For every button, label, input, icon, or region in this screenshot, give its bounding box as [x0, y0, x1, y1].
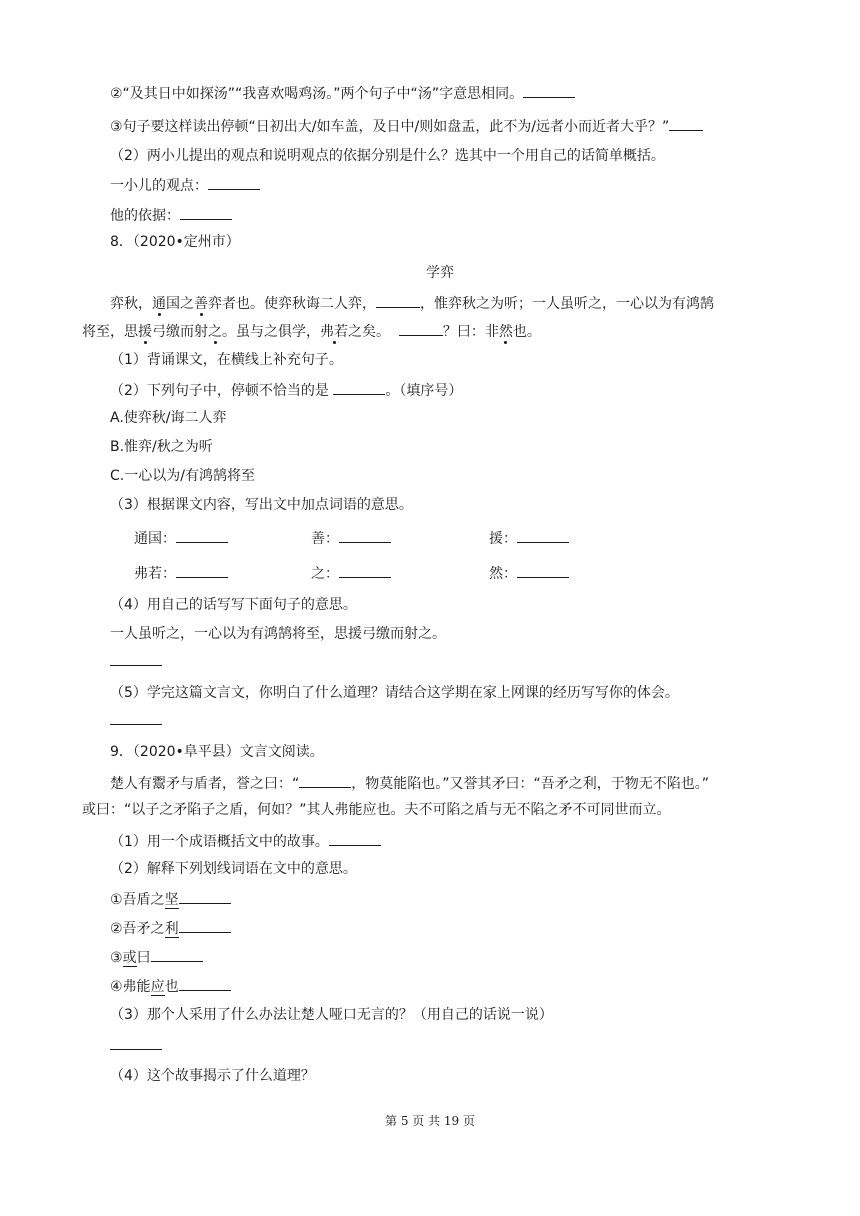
answer-blank[interactable] [179, 975, 231, 991]
q7-item-2: ②“及其日中如探汤”“我喜欢喝鸡汤。”两个句子中“汤”字意思相同。 [110, 82, 575, 104]
answer-blank[interactable] [517, 527, 569, 543]
q9-sub-1: （1）用一个成语概括文中的故事。 [110, 830, 381, 852]
q8-word-tongguo: 通国： [134, 527, 228, 549]
dotted-word: 之 [208, 324, 222, 340]
dotted-word: 善 [194, 296, 208, 312]
answer-blank[interactable] [151, 946, 203, 962]
q9-sub-2: （2）解释下列划线词语在文中的意思。 [110, 861, 357, 877]
answer-blank[interactable] [179, 888, 231, 904]
dotted-word: 然 [498, 324, 513, 340]
answer-blank[interactable] [180, 204, 232, 220]
q9-passage-line-2: 或曰：“以子之矛陷子之盾，何如？”其人弗能应也。夫不可陷之盾与无不陷之矛不可同世而立。 [82, 802, 671, 818]
q8-option-c: C.一心以为/有鸿鹄将至 [110, 468, 255, 484]
q8-sub-4: （4）用自己的话写写下面句子的意思。 [110, 597, 357, 613]
q8-sub-1: （1）背诵课文，在横线上补充句子。 [110, 352, 343, 368]
q9-sub-3-answer [110, 1034, 162, 1056]
q8-title: 学弈 [426, 265, 454, 281]
q7-sub-2: （2）两小儿提出的观点和说明观点的依据分别是什么？选其中一个用自己的话简单概括。 [110, 148, 665, 164]
dotted-word: 弗若 [320, 324, 348, 340]
dotted-word: 通 [152, 296, 166, 312]
answer-blank[interactable] [208, 174, 260, 190]
q8-option-a: A.使弈秋/诲二人弈 [110, 410, 227, 426]
q8-sub-2: （2）下列句子中，停顿不恰当的是 。（填序号） [110, 379, 462, 401]
q7-viewpoint-line: 一小儿的观点： [110, 174, 260, 196]
page-footer: 第 5 页 共 19 页 [385, 1114, 475, 1128]
dotted-word: 援 [138, 324, 152, 340]
q8-sub-4-answer [110, 650, 162, 672]
q8-word-shan: 善： [311, 527, 391, 549]
answer-blank[interactable] [333, 379, 385, 395]
answer-blank[interactable] [339, 527, 391, 543]
q9-item-2: ②吾矛之利 [110, 917, 231, 939]
q8-sub-5: （5）学完这篇文言文，你明白了什么道理？请结合这学期在家上网课的经历写写你的体会。 [110, 685, 679, 701]
answer-blank[interactable] [523, 82, 575, 98]
q8-word-ran: 然： [489, 562, 569, 584]
underlined-word: 利 [164, 921, 179, 937]
q8-passage-line-2: 将至，思援弓缴而射之。虽与之俱学，弗若之矣。 ？曰：非然也。 [82, 320, 541, 342]
q8-option-b: B.惟弈/秋之为听 [110, 439, 213, 455]
answer-blank[interactable] [669, 115, 703, 131]
q9-item-4: ④弗能应也 [110, 975, 231, 997]
q9-item-1: ①吾盾之坚 [110, 888, 231, 910]
underlined-word: 坚 [164, 892, 179, 908]
q8-sub-4-sentence: 一人虽听之，一心以为有鸿鹄将至，思援弓缴而射之。 [110, 626, 446, 642]
q8-header: 8．（2020•定州市） [110, 234, 240, 250]
answer-blank[interactable] [179, 917, 231, 933]
answer-blank[interactable] [110, 709, 162, 725]
q9-sub-4: （4）这个故事揭示了什么道理？ [110, 1068, 315, 1084]
q9-item-3: ③或曰 [110, 946, 203, 968]
q8-word-furuo: 弗若： [134, 562, 228, 584]
q9-passage-line-1: 楚人有鬻矛与盾者，誉之曰：“ ，物莫能陷也。”又誉其矛曰：“吾矛之利，于物无不陷也。” [110, 772, 709, 794]
underlined-word: 或 [122, 950, 137, 966]
q8-word-yuan: 援： [489, 527, 569, 549]
answer-blank[interactable] [399, 320, 443, 336]
q8-sub-5-answer [110, 709, 162, 731]
answer-blank[interactable] [517, 562, 569, 578]
q7-item-3: ③句子要这样读出停顿“日初出大/如车盖，及日中/则如盘盂，此不为/远者小而近者大乎？” [110, 115, 703, 137]
answer-blank[interactable] [299, 772, 351, 788]
q9-sub-3: （3）那个人采用了什么办法让楚人哑口无言的？（用自己的话说一说） [110, 1007, 553, 1023]
q7-basis-line: 他的依据： [110, 204, 232, 226]
answer-blank[interactable] [176, 527, 228, 543]
q8-passage-line-1: 弈秋，通国之善弈者也。使弈秋诲二人弈， ，惟弈秋之为听；一人虽听之，一心以为有鸿鹄 [110, 292, 714, 314]
q8-word-zhi: 之： [311, 562, 391, 584]
underlined-word: 应 [150, 979, 165, 995]
answer-blank[interactable] [339, 562, 391, 578]
answer-blank[interactable] [376, 292, 420, 308]
answer-blank[interactable] [110, 650, 162, 666]
answer-blank[interactable] [329, 830, 381, 846]
answer-blank[interactable] [110, 1034, 162, 1050]
q8-sub-3: （3）根据课文内容，写出文中加点词语的意思。 [110, 497, 413, 513]
q9-header: 9．（2020•阜平县）文言文阅读。 [110, 744, 324, 760]
answer-blank[interactable] [176, 562, 228, 578]
